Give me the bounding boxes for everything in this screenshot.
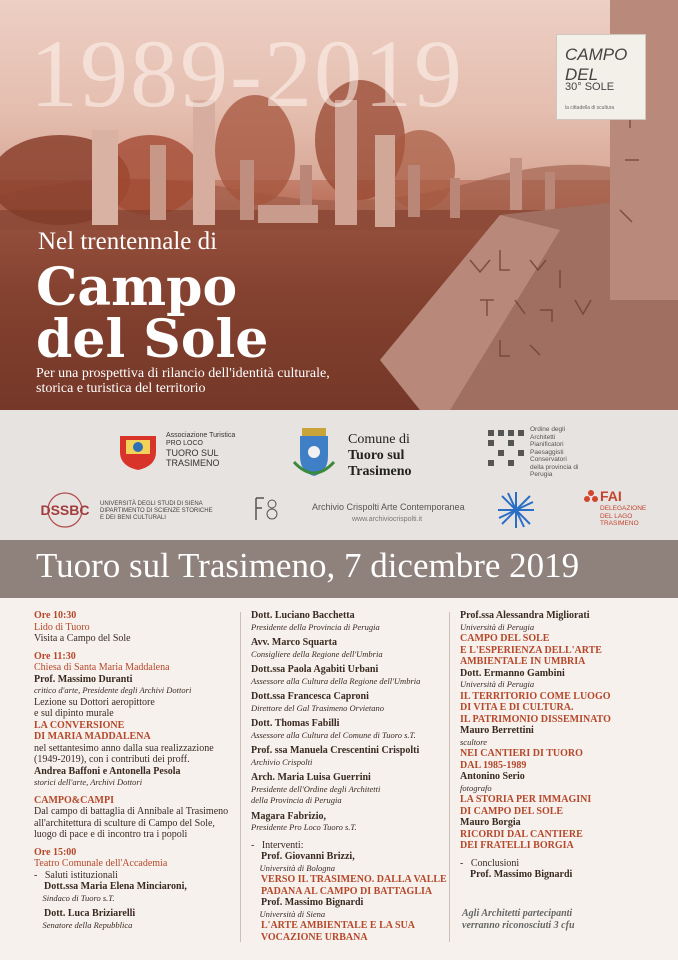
program-line: della Provincia di Perugia: [251, 795, 342, 805]
program-line: storici dell'arte, Archivi Dottori: [34, 777, 143, 787]
program-line: all'architettura di sculture di Campo del Sole,: [34, 817, 215, 829]
program-line: RICORDI DAL CANTIERE: [460, 828, 583, 840]
program-line: Ore 10:30: [34, 610, 77, 621]
dssbc-line3: E DEI BENI CULTURALI: [100, 515, 166, 521]
column-divider: [240, 612, 241, 942]
program-line: L'ARTE AMBIENTALE E LA SUA: [251, 920, 415, 931]
architetti-text: [530, 426, 578, 479]
proloco-crest-icon: [116, 430, 160, 470]
dssbc-logo: [34, 492, 96, 528]
comune-line1: Comune di: [348, 432, 410, 447]
dssbc-text: [100, 501, 213, 522]
program-line: nel settantesimo anno dalla sua realizzazione: [34, 742, 214, 754]
program-line: AMBIENTALE IN UMBRIA: [460, 656, 586, 667]
program-column-3: [460, 610, 650, 881]
program-line: Dott.ssa Maria Elena Minciaroni,: [34, 881, 187, 892]
program-line: Assessore alla Cultura del Comune di Tuoro s.T.: [251, 729, 416, 740]
program-line: (1949-2019), con i contributi dei proff.: [34, 754, 190, 765]
program-line: Prof. Giovanni Brizzi,: [251, 851, 355, 862]
program-line: Magara Fabrizio,: [251, 810, 326, 822]
program-line: CAMPO&CAMPI: [34, 794, 114, 806]
program-line: Prof. Massimo Bignardi: [460, 869, 573, 880]
architetti-line6: della provincia di: [530, 463, 579, 471]
anniversary-years: 1989-2019: [30, 20, 464, 127]
program-line: Senatore della Repubblica: [34, 919, 133, 930]
partners-strip: [0, 410, 678, 540]
logo-line1: CAMPO DEL: [565, 45, 628, 84]
program-line: Università di Perugia: [460, 621, 535, 632]
dssbc-line2: DIPARTIMENTO DI SCIENZE STORICHE: [100, 508, 213, 514]
subtitle: Per una prospettiva di rilancio dell'identità culturale, storica e turistica del territorio: [36, 366, 330, 396]
program-line: Sindaco di Tuoro s.T.: [34, 892, 115, 903]
architetti-line7: Perugia: [530, 471, 553, 478]
program-line: Università di Bologna: [251, 862, 336, 873]
title-small: Nel trentennale di: [38, 228, 218, 255]
program-line: DI CAMPO DEL SOLE: [460, 805, 564, 817]
comune-crest-icon: [292, 422, 336, 478]
program-line: DI MARIA MADDALENA: [34, 731, 151, 742]
eighty-logo-icon: [252, 494, 282, 524]
proloco-line4: TRASIMENO: [166, 458, 220, 468]
proloco-line1: Associazione Turistica: [166, 432, 236, 439]
program-line: luogo di pace e di incontro tra i popoli: [34, 829, 188, 840]
program-line: DI VITA E DI CULTURA.: [460, 702, 574, 713]
architetti-line3: Pianificatori: [530, 441, 564, 448]
program-line: Avv. Marco Squarta: [251, 637, 338, 648]
program-line: Lezione su Dottori aeropittore: [34, 696, 155, 708]
program-line: Dott. Ermanno Gambini: [460, 667, 565, 679]
program-line: Dott. Luciano Bacchetta: [251, 610, 355, 621]
cfu-note-line2: verranno riconosciuti 3 cfu: [462, 919, 575, 931]
proloco-line3: TUORO SUL: [166, 448, 219, 458]
program-line: LA CONVERSIONE: [34, 719, 125, 731]
program-line: Dal campo di battaglia di Annibale al Trasimeno: [34, 806, 229, 817]
comune-line3: Trasimeno: [348, 464, 412, 479]
program-line: Prof. Massimo Bignardi: [251, 897, 364, 908]
program-line: Antonino Serio: [460, 771, 525, 782]
event-place-date: Tuoro sul Trasimeno, 7 dicembre 2019: [36, 546, 580, 585]
fai-line3: TRASIMENO: [600, 520, 639, 527]
program-column-2: [251, 610, 451, 943]
column-divider: [449, 612, 450, 942]
comune-line2: Tuoro sul: [348, 448, 405, 463]
fai-flower-icon: [584, 490, 598, 504]
program-line: Dott. Thomas Fabilli: [251, 718, 340, 729]
architetti-line2: Architetti: [530, 433, 556, 441]
program-line: Università di Siena: [251, 908, 326, 919]
archivio-name: Archivio Crispolti Arte Contemporanea: [312, 502, 465, 512]
dssbc-abbr: DSSBC: [40, 502, 90, 518]
cfu-note-line1: Agli Architetti partecipanti: [462, 908, 573, 919]
program-line: - Conclusioni: [460, 857, 520, 869]
program-line: LA STORIA PER IMMAGINI: [460, 794, 592, 805]
program-line: Presidente Pro Loco Tuoro s.T.: [251, 822, 357, 832]
program-line: Prof. ssa Manuela Crescentini Crispolti: [251, 745, 420, 756]
fai-line1: DELEGAZIONE: [600, 505, 647, 512]
fai-abbr: FAI: [600, 488, 622, 504]
proloco-text: [166, 432, 235, 468]
program-line: Lido di Tuoro: [34, 621, 90, 633]
program-line: Presidente dell'Ordine degli Architetti: [251, 783, 381, 794]
program-line: Presidente della Provincia di Perugia: [251, 621, 380, 632]
program-line: Visita a Campo del Sole: [34, 633, 131, 644]
program-line: Teatro Comunale dell'Accademia: [34, 858, 168, 869]
program-line: scultore: [460, 736, 488, 747]
program-line: Prof. Massimo Duranti: [34, 673, 133, 685]
campo-del-sole-logo: [556, 34, 646, 120]
program-line: Assessore alla Cultura della Regione dell'Umbria: [251, 675, 421, 686]
program-line: Chiesa di Santa Maria Maddalena: [34, 662, 170, 673]
program-line: Prof.ssa Alessandra Migliorati: [460, 610, 590, 621]
program-line: Università di Perugia: [460, 679, 535, 689]
archivio-url: www.archiviocrispolti.it: [352, 516, 423, 523]
program-line: VOCAZIONE URBANA: [251, 931, 368, 943]
hero-image: [0, 0, 678, 410]
program-column-1: [34, 610, 234, 931]
program-line: Ore 11:30: [34, 650, 76, 662]
date-banner: [0, 540, 678, 598]
program-line: NEI CANTIERI DI TUORO: [460, 748, 583, 759]
program-line: Mauro Borgia: [460, 817, 521, 828]
program-line: DEI FRATELLI BORGIA: [460, 840, 574, 851]
program-line: VERSO IL TRASIMENO. DALLA VALLE: [251, 874, 447, 885]
program-line: fotografo: [460, 782, 492, 793]
program-line: - Interventi:: [251, 839, 304, 851]
comune-text: [348, 432, 412, 480]
program-line: - Saluti istituzionali: [34, 869, 118, 881]
architetti-line4: Paesaggisti: [530, 448, 564, 456]
program-line: Dott.ssa Paola Agabiti Urbani: [251, 664, 379, 675]
program-line: Direttore del Gal Trasimeno Orvietano: [251, 702, 384, 713]
program-line: Dott. Luca Briziarelli: [34, 908, 136, 919]
blue-star-logo-icon: [496, 490, 536, 530]
logo-tagline: la cittadella di scultura: [565, 105, 615, 111]
fai-text: [600, 505, 646, 528]
program-line: critico d'arte, Presidente degli Archivi Dottori: [34, 685, 192, 695]
program-line: Arch. Maria Luisa Guerrini: [251, 772, 371, 783]
architetti-line1: Ordine degli: [530, 426, 566, 433]
program-line: CAMPO DEL SOLE: [460, 633, 550, 644]
architetti-grid-icon: [486, 428, 526, 470]
title-big: Campo del Sole: [36, 257, 269, 370]
program-line: Mauro Berrettini: [460, 725, 534, 736]
architetti-line5: Conservatori: [530, 456, 567, 463]
program-line: Dott.ssa Francesca Caproni: [251, 691, 369, 702]
program-line: IL PATRIMONIO DISSEMINATO: [460, 713, 611, 725]
program-line: Andrea Baffoni e Antonella Pesola: [34, 765, 181, 777]
program-line: Ore 15:00: [34, 846, 77, 858]
program-line: E L'ESPERIENZA DELL'ARTE: [460, 644, 602, 656]
program-line: Consigliere della Regione dell'Umbria: [251, 648, 383, 659]
program-section: [0, 598, 678, 960]
program-line: IL TERRITORIO COME LUOGO: [460, 690, 611, 702]
logo-line2: 30° SOLE: [565, 81, 615, 93]
program-line: PADANA AL CAMPO DI BATTAGLIA: [251, 885, 433, 897]
program-line: DAL 1985-1989: [460, 759, 527, 771]
proloco-line2: PRO LOCO: [166, 440, 203, 447]
cfu-note: [462, 908, 575, 931]
program-line: e sul dipinto murale: [34, 708, 114, 719]
fai-line2: DEL LAGO: [600, 512, 633, 520]
dssbc-line1: UNIVERSITÀ DEGLI STUDI DI SIENA: [100, 501, 203, 507]
program-line: Archivio Crispolti: [251, 756, 313, 767]
